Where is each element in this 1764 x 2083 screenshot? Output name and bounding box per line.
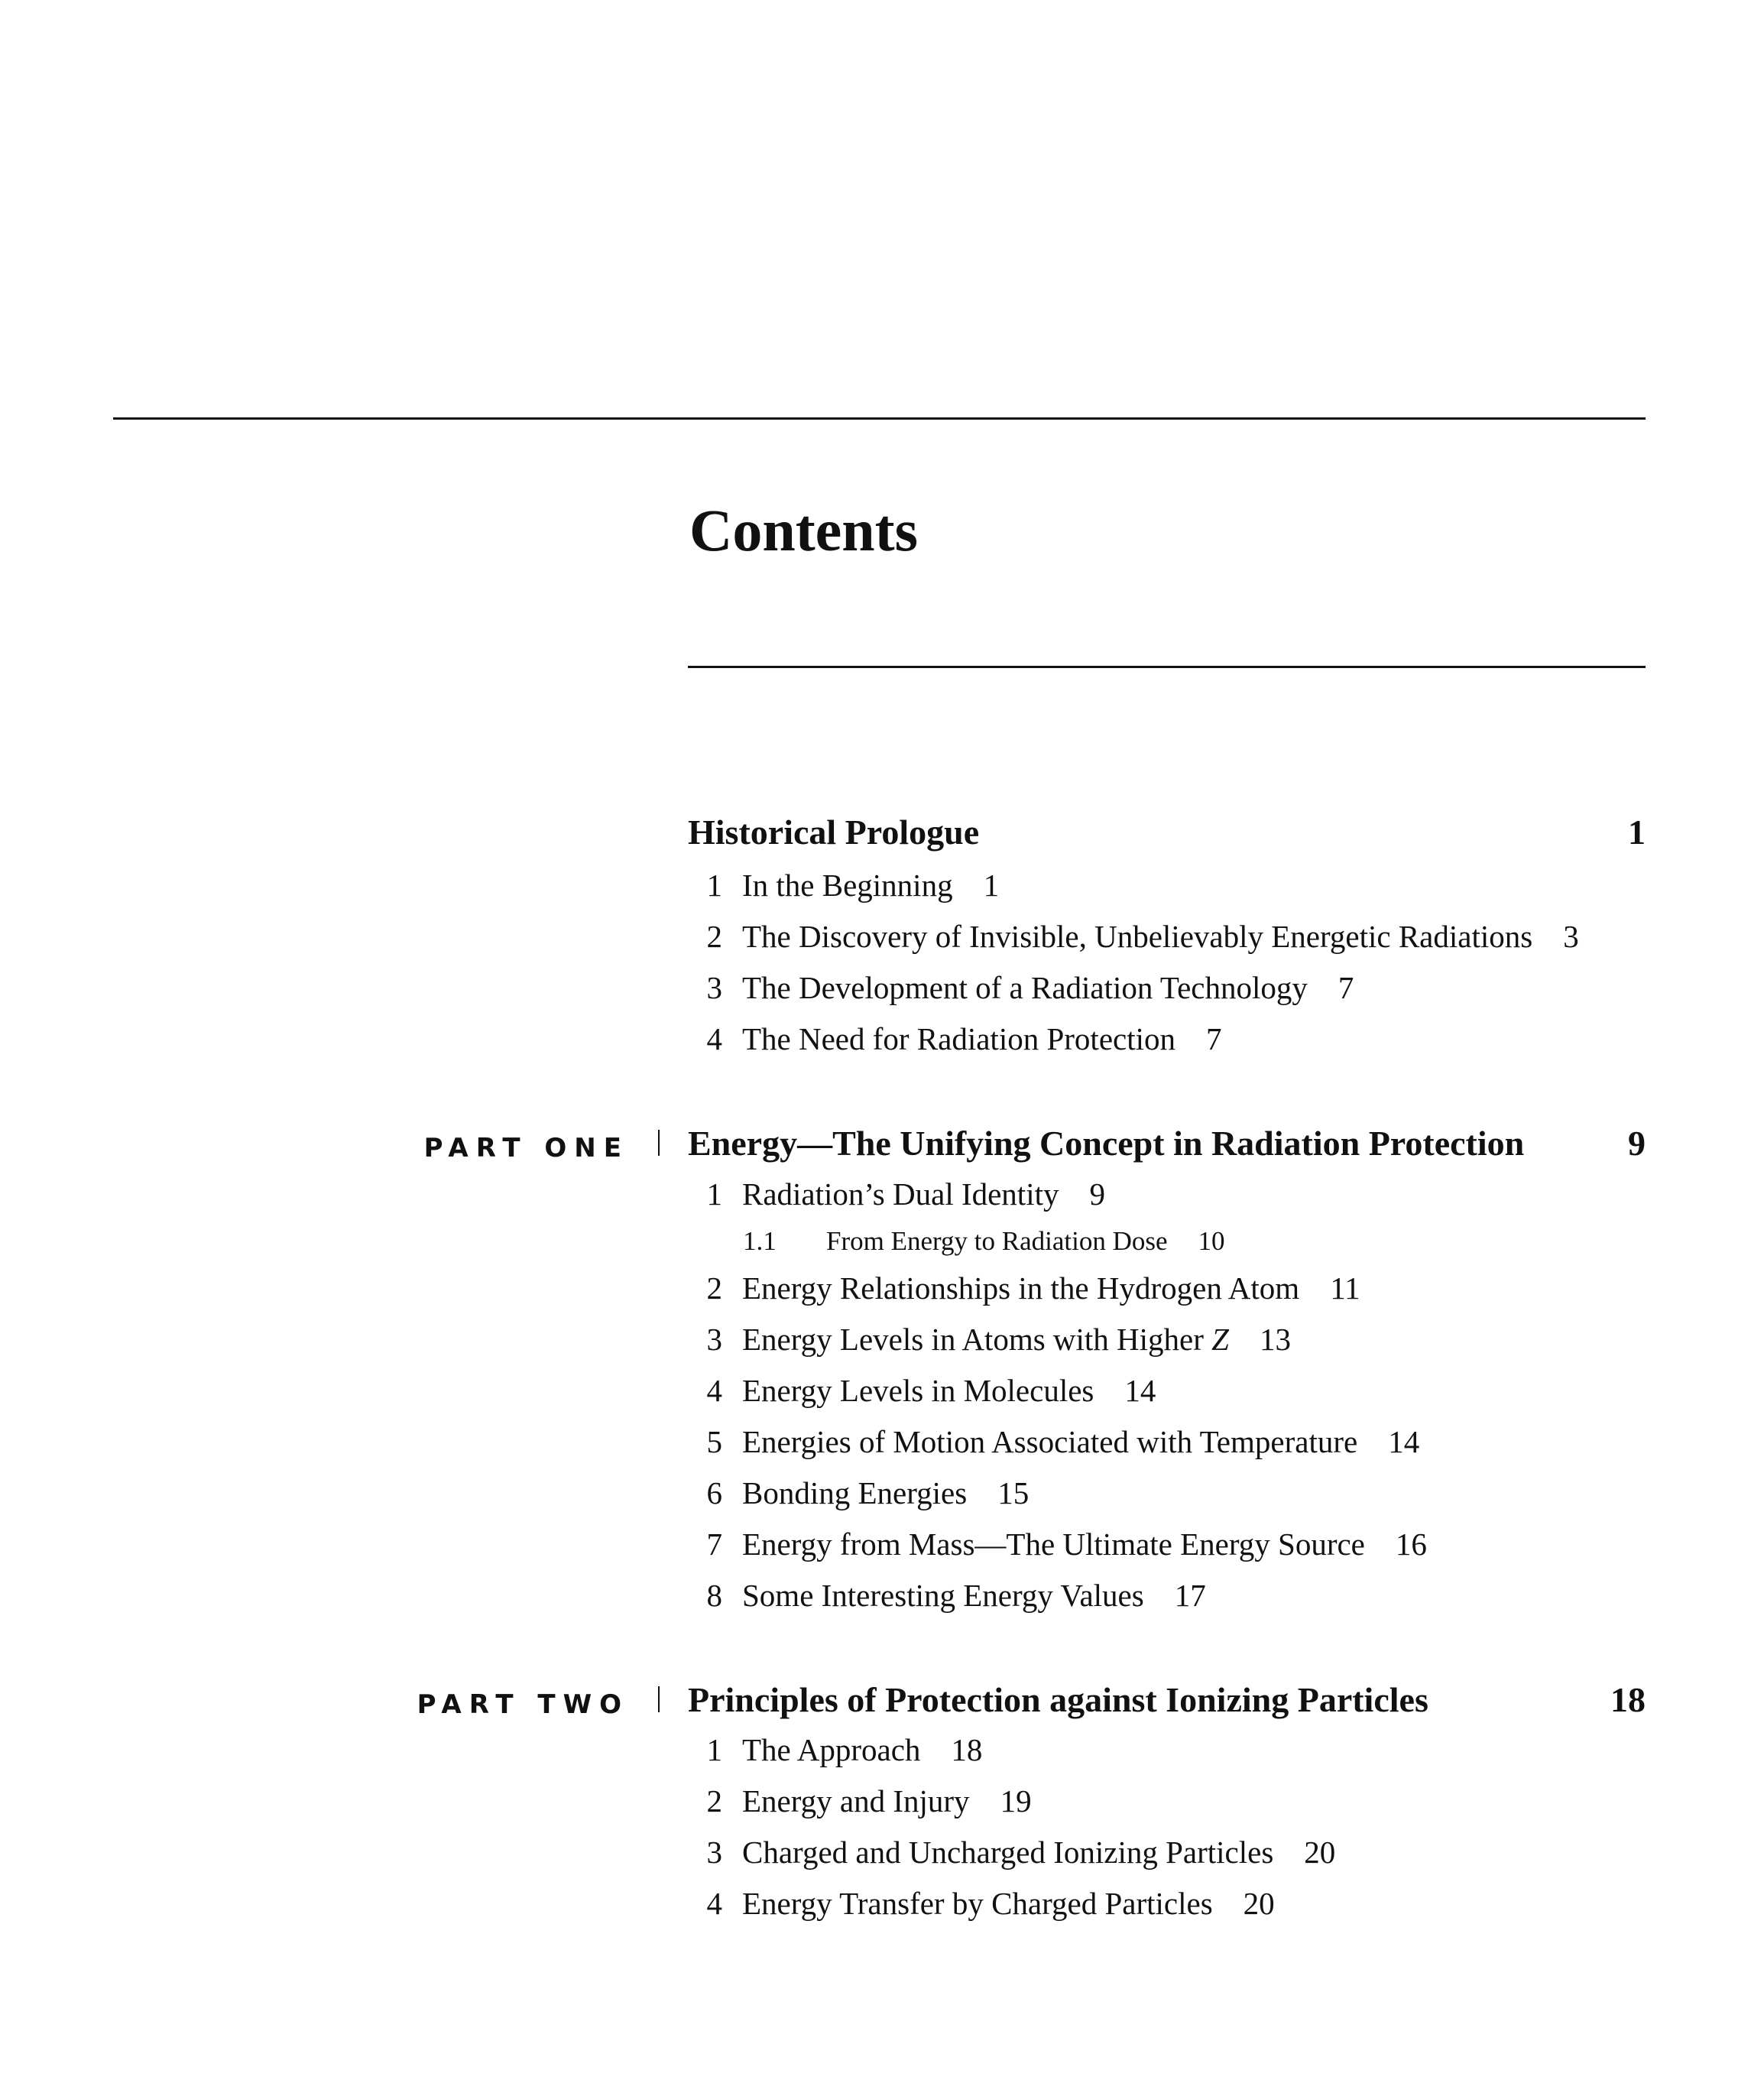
entry-number: 5 xyxy=(706,1424,722,1459)
entry-page-number: 3 xyxy=(1563,919,1579,954)
toc-entry[interactable] xyxy=(0,1519,1764,1570)
entry-title: Energy and Injury xyxy=(742,1783,970,1819)
top-rule xyxy=(113,417,1646,420)
entry-page-number: 7 xyxy=(1206,1021,1222,1056)
entry-page-number: 11 xyxy=(1330,1270,1360,1306)
entry-title: The Approach xyxy=(742,1732,921,1767)
part-divider xyxy=(658,1130,660,1156)
entry-list xyxy=(0,1724,1764,1929)
toc-entry[interactable] xyxy=(0,911,1764,962)
entry-title: In the Beginning xyxy=(742,868,953,903)
entry-title: Bonding Energies xyxy=(742,1475,968,1510)
section-heading: Energy—The Unifying Concept in Radiation Protection xyxy=(688,1124,1525,1163)
entry-number: 6 xyxy=(706,1475,722,1510)
entry-title: Energy Relationships in the Hydrogen Atom xyxy=(742,1270,1300,1306)
entry-number: 2 xyxy=(706,1783,722,1819)
entry-title: Some Interesting Energy Values xyxy=(742,1578,1144,1613)
entry-number: 8 xyxy=(706,1578,722,1613)
entry-page-number: 9 xyxy=(1089,1176,1105,1212)
page-title: Contents xyxy=(689,497,919,563)
toc-entry[interactable] xyxy=(0,962,1764,1014)
toc-entry[interactable] xyxy=(0,1878,1764,1929)
toc-entry[interactable] xyxy=(0,1263,1764,1314)
entry-title: Energy from Mass—The Ultimate Energy Source xyxy=(742,1527,1365,1562)
entry-title: Energy Transfer by Charged Particles xyxy=(742,1886,1213,1921)
entry-page-number: 10 xyxy=(1198,1226,1225,1256)
entry-title: Energy Levels in Molecules xyxy=(742,1373,1094,1408)
entry-number: 3 xyxy=(706,970,722,1005)
entry-title: From Energy to Radiation Dose xyxy=(826,1226,1168,1256)
toc-entry[interactable] xyxy=(0,1570,1764,1621)
toc-subentry[interactable] xyxy=(0,1220,1764,1263)
toc-entry[interactable] xyxy=(0,1014,1764,1065)
entry-number: 3 xyxy=(706,1835,722,1870)
title-rule xyxy=(688,666,1646,668)
section-page-number: 18 xyxy=(1610,1680,1646,1719)
entry-number: 1 xyxy=(706,1176,722,1212)
entry-page-number: 13 xyxy=(1259,1322,1291,1357)
entry-page-number: 14 xyxy=(1124,1373,1156,1408)
toc-entry[interactable] xyxy=(0,1724,1764,1776)
toc-entry[interactable] xyxy=(0,1827,1764,1878)
entry-title: The Development of a Radiation Technology xyxy=(742,970,1308,1005)
entry-list xyxy=(0,860,1764,1065)
entry-number: 1.1 xyxy=(743,1226,777,1256)
entry-number: 1 xyxy=(706,1732,722,1767)
entry-number: 4 xyxy=(706,1373,722,1408)
entry-number: 4 xyxy=(706,1021,722,1056)
entry-title: Energy Levels in Atoms with Higher xyxy=(742,1322,1212,1357)
toc-entry[interactable] xyxy=(0,1365,1764,1416)
part-label: PART TWO xyxy=(417,1689,629,1720)
entry-number: 4 xyxy=(706,1886,722,1921)
toc-entry[interactable] xyxy=(0,1169,1764,1220)
entry-number: 3 xyxy=(706,1322,722,1357)
section-heading: Principles of Protection against Ionizing Particles xyxy=(688,1680,1428,1719)
entry-page-number: 18 xyxy=(951,1732,983,1767)
entry-title: Radiation’s Dual Identity xyxy=(742,1176,1059,1212)
toc-entry[interactable] xyxy=(0,860,1764,911)
entry-number: 7 xyxy=(706,1527,722,1562)
entry-list xyxy=(0,1169,1764,1621)
entry-title: The Discovery of Invisible, Unbelievably Energetic Radiations xyxy=(742,919,1533,954)
entry-page-number: 7 xyxy=(1338,970,1354,1005)
entry-page-number: 19 xyxy=(1000,1783,1032,1819)
entry-title: Energies of Motion Associated with Temperature xyxy=(742,1424,1358,1459)
entry-number: 2 xyxy=(706,919,722,954)
entry-page-number: 1 xyxy=(983,868,1000,903)
toc-entry[interactable] xyxy=(0,1468,1764,1519)
entry-page-number: 16 xyxy=(1395,1527,1427,1562)
entry-number: 1 xyxy=(706,868,722,903)
toc-entry[interactable] xyxy=(0,1314,1764,1365)
part-divider xyxy=(658,1686,660,1712)
entry-page-number: 20 xyxy=(1304,1835,1336,1870)
part-label: PART ONE xyxy=(423,1133,629,1163)
entry-page-number: 15 xyxy=(997,1475,1030,1510)
entry-number: 2 xyxy=(706,1270,722,1306)
entry-title: Charged and Uncharged Ionizing Particles xyxy=(742,1835,1274,1870)
section-heading: Historical Prologue xyxy=(688,813,980,852)
section-page-number: 1 xyxy=(1628,813,1646,852)
entry-title-italic: Z xyxy=(1211,1322,1229,1357)
toc-entry[interactable] xyxy=(0,1416,1764,1468)
entry-page-number: 17 xyxy=(1174,1578,1206,1613)
entry-title: The Need for Radiation Protection xyxy=(742,1021,1175,1056)
entry-page-number: 14 xyxy=(1388,1424,1420,1459)
section-page-number: 9 xyxy=(1628,1124,1646,1163)
toc-entry[interactable] xyxy=(0,1776,1764,1827)
entry-page-number: 20 xyxy=(1243,1886,1275,1921)
